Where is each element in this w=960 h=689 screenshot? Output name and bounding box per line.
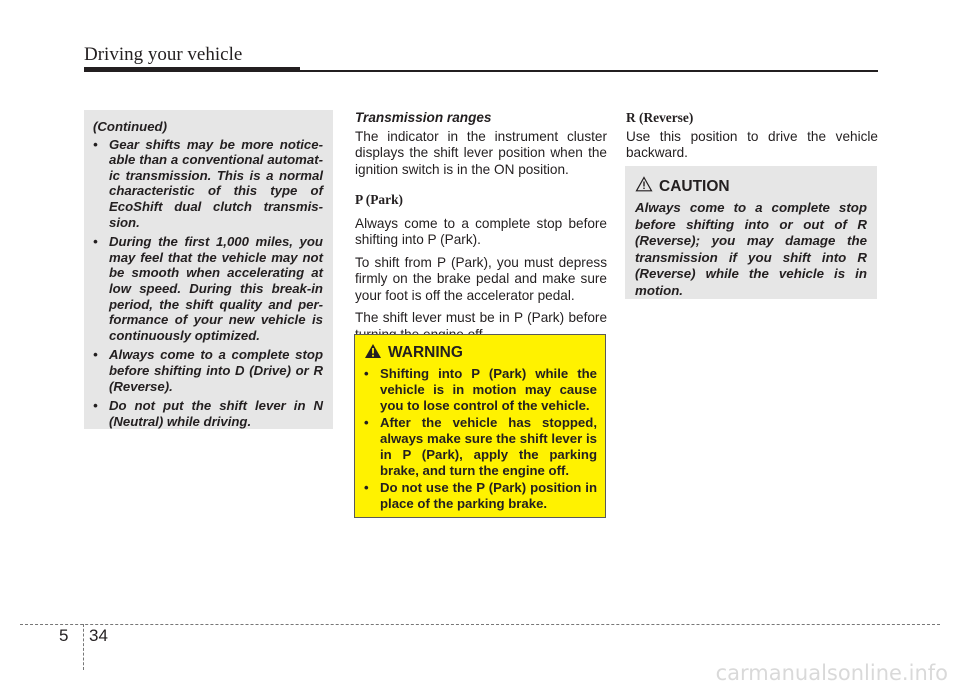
continued-notes-box: [84, 110, 333, 429]
bullet: •: [364, 415, 369, 430]
reverse-paragraph: Use this position to drive the vehicle backward.: [626, 128, 878, 160]
right-column: [626, 110, 878, 168]
caution-triangle-icon: [635, 176, 653, 197]
warning-title: WARNING: [388, 344, 463, 361]
park-paragraph: The shift lever must be in P (Park) before: [355, 310, 607, 325]
watermark: carmanualsonline.info: [715, 661, 948, 685]
caution-box: [625, 166, 877, 299]
list-item: • Gear shifts may be more notice-able than a conventional automat-ic transmission. This is a normal characteristic of this type of EcoShift dual clutch transmis-sion.: [93, 136, 323, 230]
middle-column: [355, 110, 607, 349]
list-item: • After the vehicle has stopped, always make sure the shift lever is in P (Park), apply the parking brake, and turn the engine off.: [364, 415, 597, 478]
caution-header: [635, 176, 867, 197]
bullet: •: [364, 366, 369, 381]
footer-vertical-divider: [83, 624, 84, 670]
list-item: • Do not put the shift lever in N (Neutral) while driving.: [93, 398, 323, 429]
list-item: • During the first 1,000 miles, you may feel that the vehicle may not be smooth when accelerating at low speed. During this break-in period, the shift quality and per-formance of your new vehicle is continuously optimized.: [93, 234, 323, 343]
section-number: 5: [59, 626, 69, 645]
list-item: • Shifting into P (Park) while the vehicle is in motion may cause you to lose control of the vehicle.: [364, 366, 597, 413]
bullet: •: [93, 136, 98, 152]
transmission-ranges-heading: Transmission ranges: [355, 110, 492, 125]
continued-list: [93, 137, 323, 430]
warning-list: [364, 366, 597, 512]
reverse-heading: R (Reverse): [626, 110, 694, 125]
warning-box: [354, 334, 606, 518]
bullet: •: [93, 234, 98, 250]
caution-title: CAUTION: [659, 177, 730, 195]
header-rule-thin: [300, 70, 878, 72]
intro-paragraph: The indicator in the instrument cluster displays the shift lever position when the ignition switch is in the ON position.: [355, 128, 607, 177]
header-rule-thick: [84, 67, 300, 72]
continued-title: (Continued): [93, 119, 167, 134]
bullet: •: [93, 398, 98, 414]
park-heading: P (Park): [355, 192, 403, 207]
list-item: • Always come to a complete stop before shifting into D (Drive) or R (Reverse).: [93, 347, 323, 394]
page-header-title: Driving your vehicle: [84, 44, 243, 65]
park-paragraph: To shift from P (Park), you must depress firmly on the brake pedal and make sure your foot is off the accelerator pedal.: [355, 254, 607, 303]
park-paragraph: Always come to a complete stop before shifting into P (Park).: [355, 215, 607, 247]
page-number: 34: [89, 626, 108, 645]
warning-header: [364, 343, 597, 363]
bullet: •: [364, 480, 369, 495]
caution-text: Always come to a complete stop before shifting into or out of R (Reverse); you may damage the transmission if you shift into R (Reverse) while the vehicle is in motion.: [635, 200, 867, 298]
warning-triangle-icon: [364, 343, 382, 363]
footer-divider: [20, 624, 940, 625]
list-item: • Do not use the P (Park) position in place of the parking brake.: [364, 480, 597, 511]
bullet: •: [93, 347, 98, 363]
